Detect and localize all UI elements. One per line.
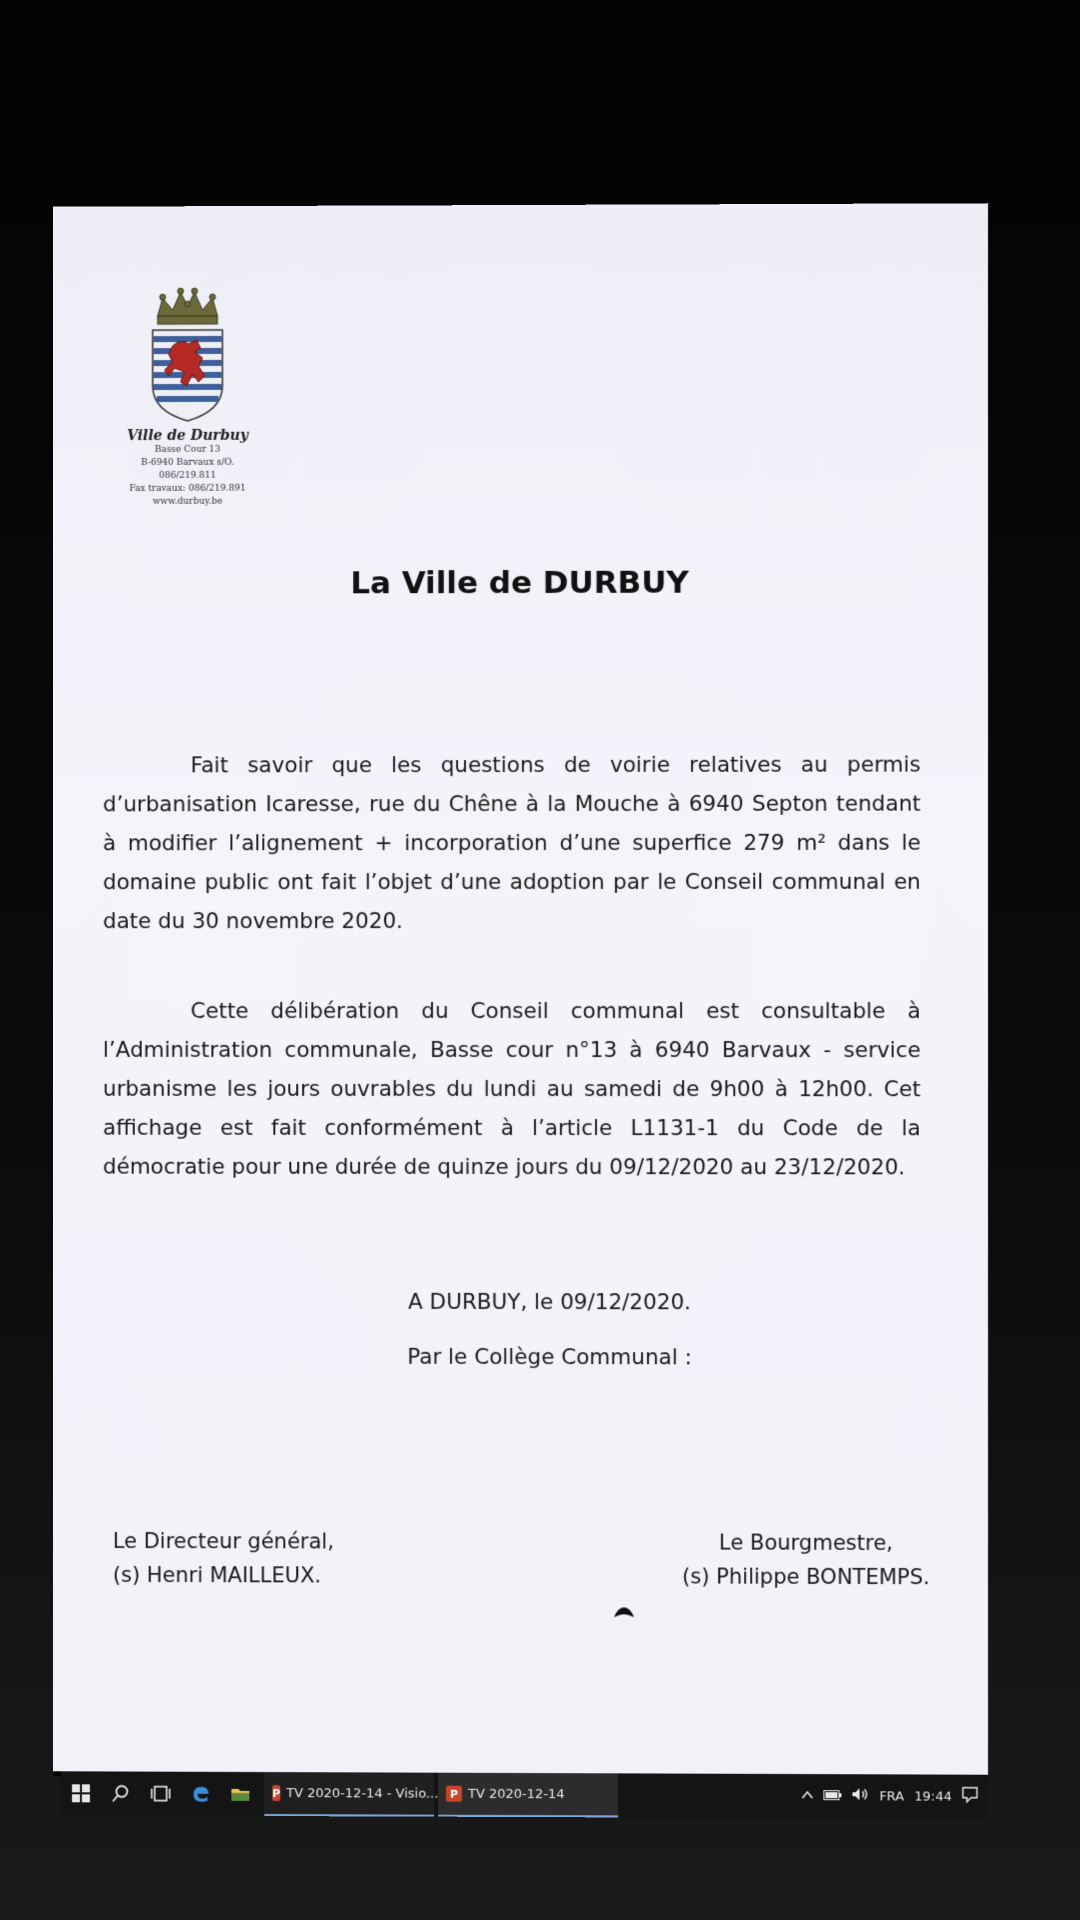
task-view-icon — [151, 1785, 171, 1803]
website-line: www.durbuy.be — [152, 496, 223, 507]
file-explorer-icon — [230, 1785, 250, 1803]
file-explorer-button[interactable] — [220, 1772, 260, 1816]
paragraph-consultation: Cette délibération du Conseil communal est consultable à l’Administration communale, Basse cour n°13 à 6940 Barvaux - service urbanisme les jours ouvrables du lundi au samedi de 9h00 à 12h00. Cet affichage est fait conformément à l’article L1131-1 du Code de la démocratie pour une durée de quinze jours du 09/12/2020 au 23/12/2020. — [102, 998, 921, 1181]
taskbar-window-slideshow[interactable] — [438, 1773, 618, 1818]
monitor-screen — [53, 203, 988, 1805]
notification-icon[interactable] — [962, 1787, 978, 1807]
input-language[interactable]: FRA — [879, 1788, 905, 1804]
taskbar — [61, 1771, 988, 1819]
city-crest-icon — [143, 286, 233, 426]
search-button[interactable] — [101, 1771, 141, 1815]
college-line: Par le Collège Communal : — [407, 1344, 692, 1371]
mouse-pointer-icon — [612, 1605, 636, 1619]
address-line: B-6940 Barvaux s/O. — [140, 457, 235, 468]
powerpoint-icon: P — [272, 1786, 281, 1800]
letterhead — [123, 286, 253, 509]
director-name: (s) Henri MAILLEUX. — [112, 1562, 322, 1588]
signature-director — [113, 1524, 334, 1593]
volume-icon[interactable] — [851, 1787, 869, 1805]
task-label: TV 2020-12-14 — [468, 1786, 565, 1802]
director-role: Le Directeur général, — [112, 1528, 335, 1554]
place-date: A DURBUY, le 09/12/2020. — [408, 1289, 692, 1316]
signature-mayor — [682, 1525, 930, 1594]
search-icon — [112, 1784, 130, 1802]
mayor-role: Le Bourgmestre, — [719, 1530, 893, 1555]
powerpoint-icon: P — [446, 1786, 462, 1802]
windows-start-icon — [72, 1784, 90, 1802]
chevron-up-icon[interactable] — [801, 1789, 813, 1804]
windows-start-button[interactable] — [61, 1771, 101, 1815]
document-title: La Ville de DURBUY — [350, 564, 689, 602]
task-label: TV 2020-12-14 - Visio... — [286, 1785, 439, 1802]
task-view-button[interactable] — [141, 1772, 181, 1816]
city-name: Ville de Durbuy — [126, 427, 249, 445]
fax-line: Fax travaux: 086/219.891 — [129, 483, 246, 494]
clock-time[interactable]: 19:44 — [914, 1788, 952, 1805]
edge-button[interactable] — [181, 1772, 221, 1816]
paragraph-announcement: Fait savoir que les questions de voirie relatives au permis d’urbanisation Icaresse, rue du Chêne à la Mouche à 6940 Septon tendant à modifier l’alignement + incorporation d’une superfice 279 m² dans le domaine public ont fait l’objet d’une adoption par le Conseil communal en date du 30 novembre 2020. — [102, 752, 921, 935]
document-page — [53, 203, 988, 1774]
phone-line: 086/219.811 — [158, 470, 217, 481]
address-line: Basse Cour 13 — [154, 444, 221, 455]
edge-icon — [191, 1784, 211, 1804]
system-tray — [801, 1786, 988, 1807]
taskbar-window-presentation[interactable] — [264, 1772, 439, 1817]
mayor-name: (s) Philippe BONTEMPS. — [682, 1564, 930, 1590]
battery-icon[interactable] — [823, 1789, 841, 1804]
